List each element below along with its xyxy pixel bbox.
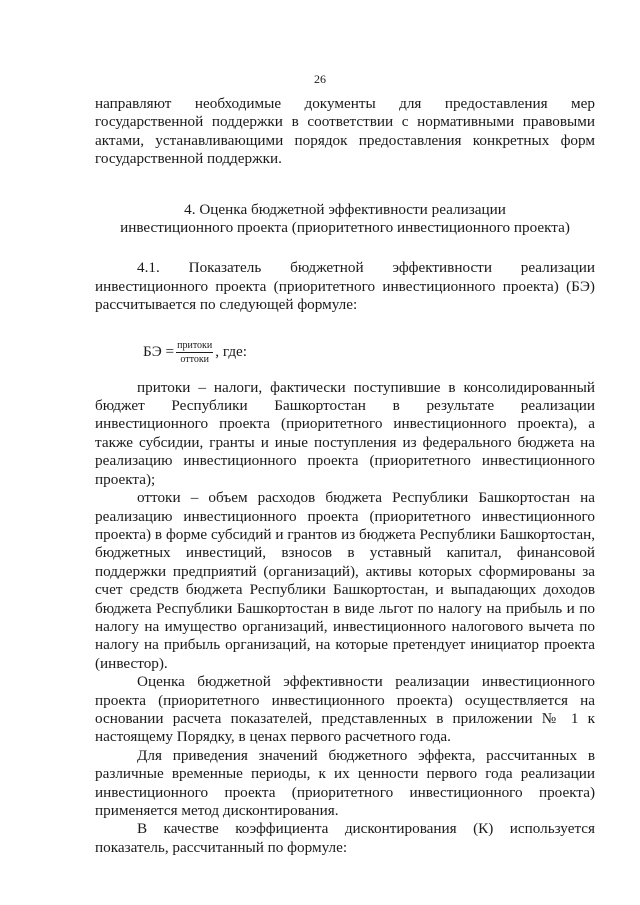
formula-budget-efficiency <box>143 340 595 365</box>
page-number: 26 <box>314 72 326 86</box>
section-heading-line-2: инвестиционного проекта (приоритетного инвестиционного проекта) <box>120 219 570 237</box>
formula-fraction <box>176 340 213 365</box>
paragraph-discount-coefficient: В качестве коэффициента дисконтирования (К) используется показатель, рассчитанный по формуле: <box>95 820 595 856</box>
paragraph-4-1: 4.1. Показатель бюджетной эффективности реализации инвестиционного проекта (приоритетного инвестиционного проекта) (БЭ) рассчитывается по следующей формуле: <box>95 259 595 314</box>
definition-inflows: притоки – налоги, фактически поступившие в консолидированный бюджет Республики Башкортостан в результате реализации инвестиционного проекта (приоритетного инвестиционного проекта), а также субсидии, гранты и иные поступления из федерального бюджета на реализацию инвестиционного проекта (приоритетного инвестиционного проекта); <box>95 378 595 488</box>
paragraph-discounting: Для приведения значений бюджетного эффекта, рассчитанных в различные временные периоды, к их ценности первого года реализации инвестиционного проекта (приоритетного инвестиционного проекта) применяется метод дисконтирования. <box>95 746 595 819</box>
section-heading <box>95 201 595 238</box>
document-body <box>95 95 595 857</box>
formula-lhs: БЭ = <box>143 342 175 360</box>
section-heading-line-1: 4. Оценка бюджетной эффективности реализации <box>184 200 506 218</box>
formula-suffix: , где: <box>215 342 248 360</box>
paragraph-assessment: Оценка бюджетной эффективности реализации инвестиционного проекта (приоритетного инвестиционного проекта) осуществляется на основании расчета показателей, представленных в приложении № 1 к настоящему Порядку, в ценах первого расчетного года. <box>95 673 595 746</box>
definition-outflows: оттоки – объем расходов бюджета Республики Башкортостан на реализацию инвестиционного проекта (приоритетного инвестиционного проекта) в форме субсидий и грантов из бюджета Республики Башкортостан, бюджетных инвестиций, взносов в уставный капитал, финансовой поддержки предприятий (организаций), активы которых сформированы за счет средств бюджета Республики Башкортостан, и выпадающих доходов бюджета Республики Башкортостан в виде льгот по налогу на прибыль и по налогу на имущество организаций, инвестиционного налогового вычета по налогу на прибыль организаций, на которые претендует инициатор проекта (инвестор). <box>95 489 595 672</box>
formula-numerator: притоки <box>177 339 213 351</box>
paragraph-continuation: направляют необходимые документы для предоставления мер государственной поддержки в соответствии с нормативными правовыми актами, устанавливающими порядок предоставления конкретных форм государственной поддержки. <box>95 95 595 168</box>
formula-denominator: оттоки <box>180 353 210 365</box>
